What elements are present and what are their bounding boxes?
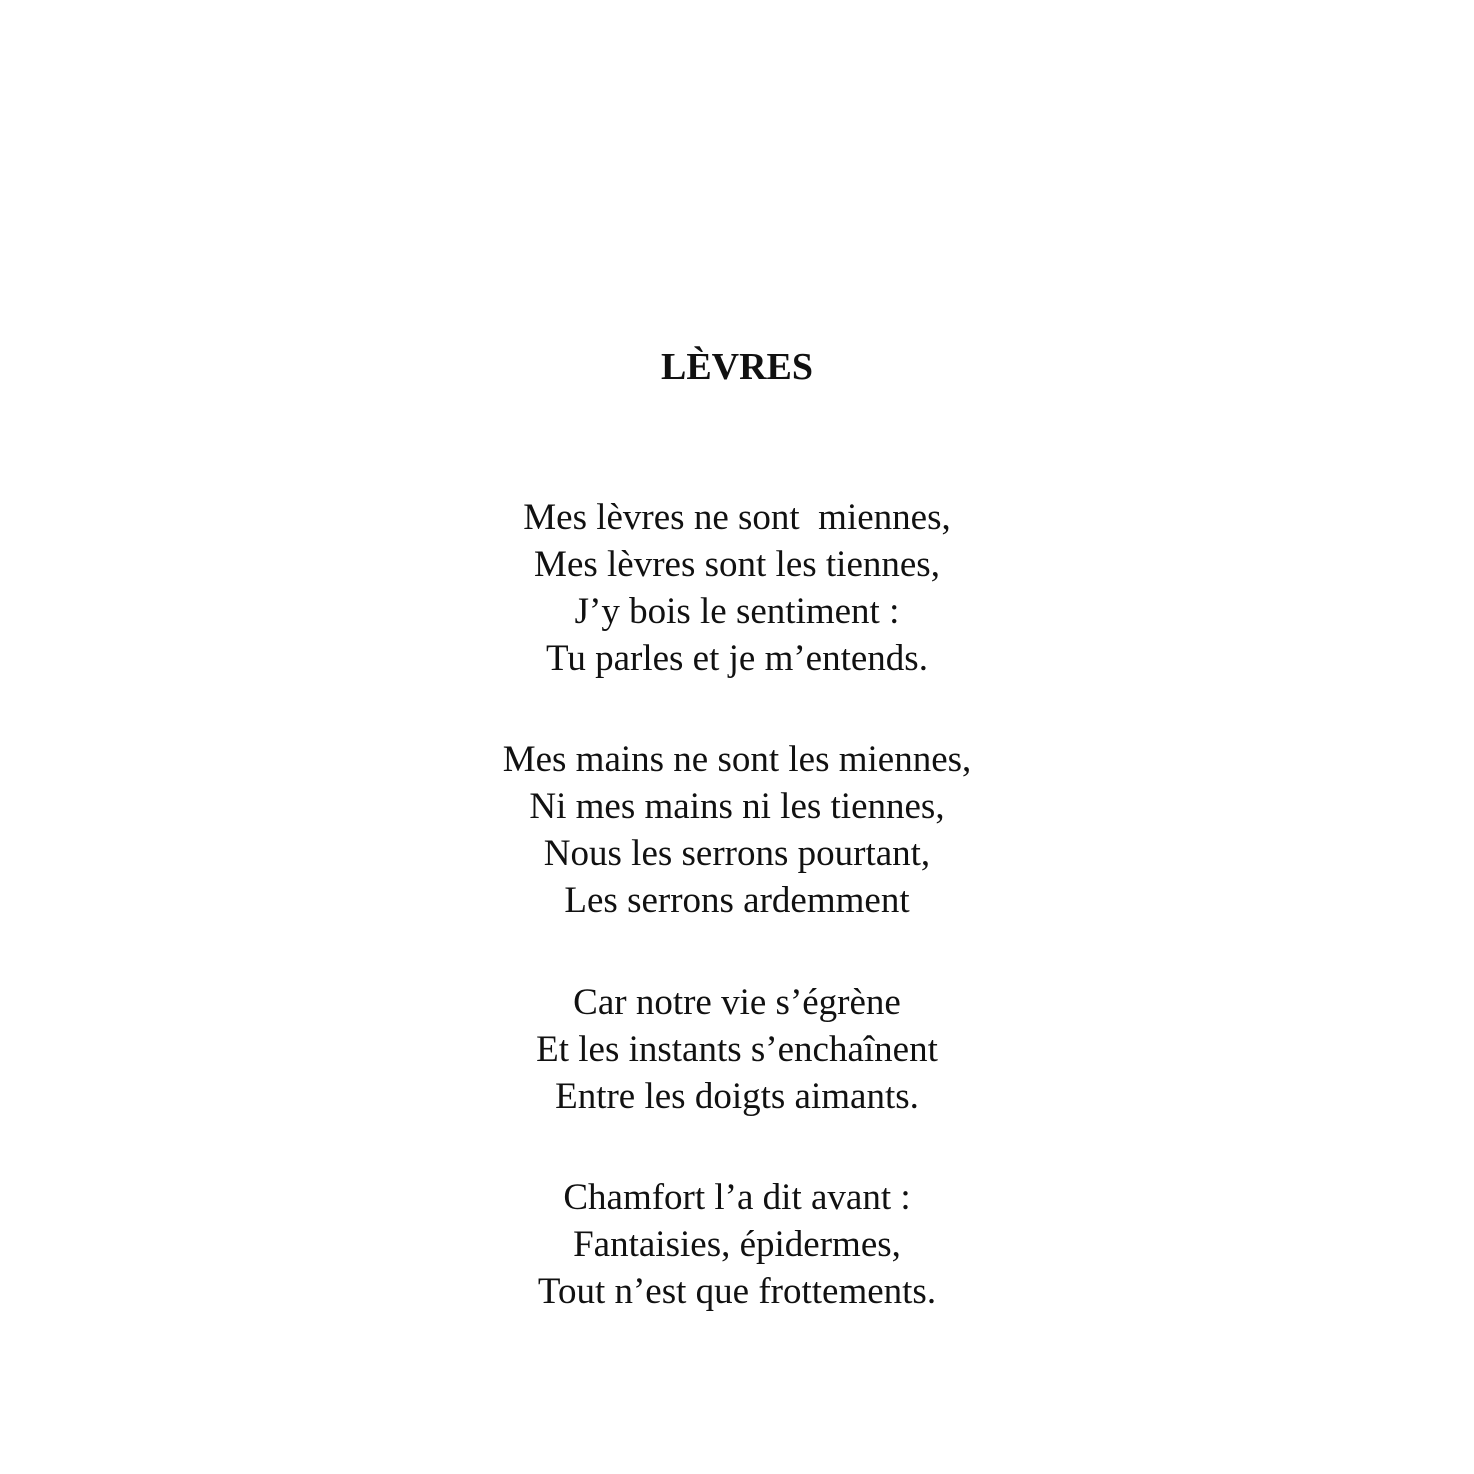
verse-line: J’y bois le sentiment : xyxy=(574,591,900,632)
stanza-2 xyxy=(0,736,1474,924)
verse-line: Et les instants s’enchaînent xyxy=(536,1029,938,1070)
verse-line: Fantaisies, épidermes, xyxy=(573,1224,901,1265)
stanza-3 xyxy=(0,979,1474,1120)
verse-line: Car notre vie s’égrène xyxy=(573,982,901,1023)
verse-line: Les serrons ardemment xyxy=(564,880,910,921)
verse-line: Mes lèvres ne sont miennes, xyxy=(523,497,951,538)
verse-line: Ni mes mains ni les tiennes, xyxy=(529,786,945,827)
verse-line: Nous les serrons pourtant, xyxy=(543,833,931,874)
verse-line: Entre les doigts aimants. xyxy=(555,1076,919,1117)
verse-line: Mes lèvres sont les tiennes, xyxy=(534,544,940,585)
verse-line: Tu parles et je m’entends. xyxy=(546,638,928,679)
verse-line: Chamfort l’a dit avant : xyxy=(563,1177,911,1218)
verse-line: Tout n’est que frottements. xyxy=(537,1271,937,1312)
verse-line: Mes mains ne sont les miennes, xyxy=(502,739,972,780)
poem-title: LÈVRES xyxy=(660,346,814,388)
stanza-4 xyxy=(0,1174,1474,1315)
stanza-1 xyxy=(0,494,1474,682)
